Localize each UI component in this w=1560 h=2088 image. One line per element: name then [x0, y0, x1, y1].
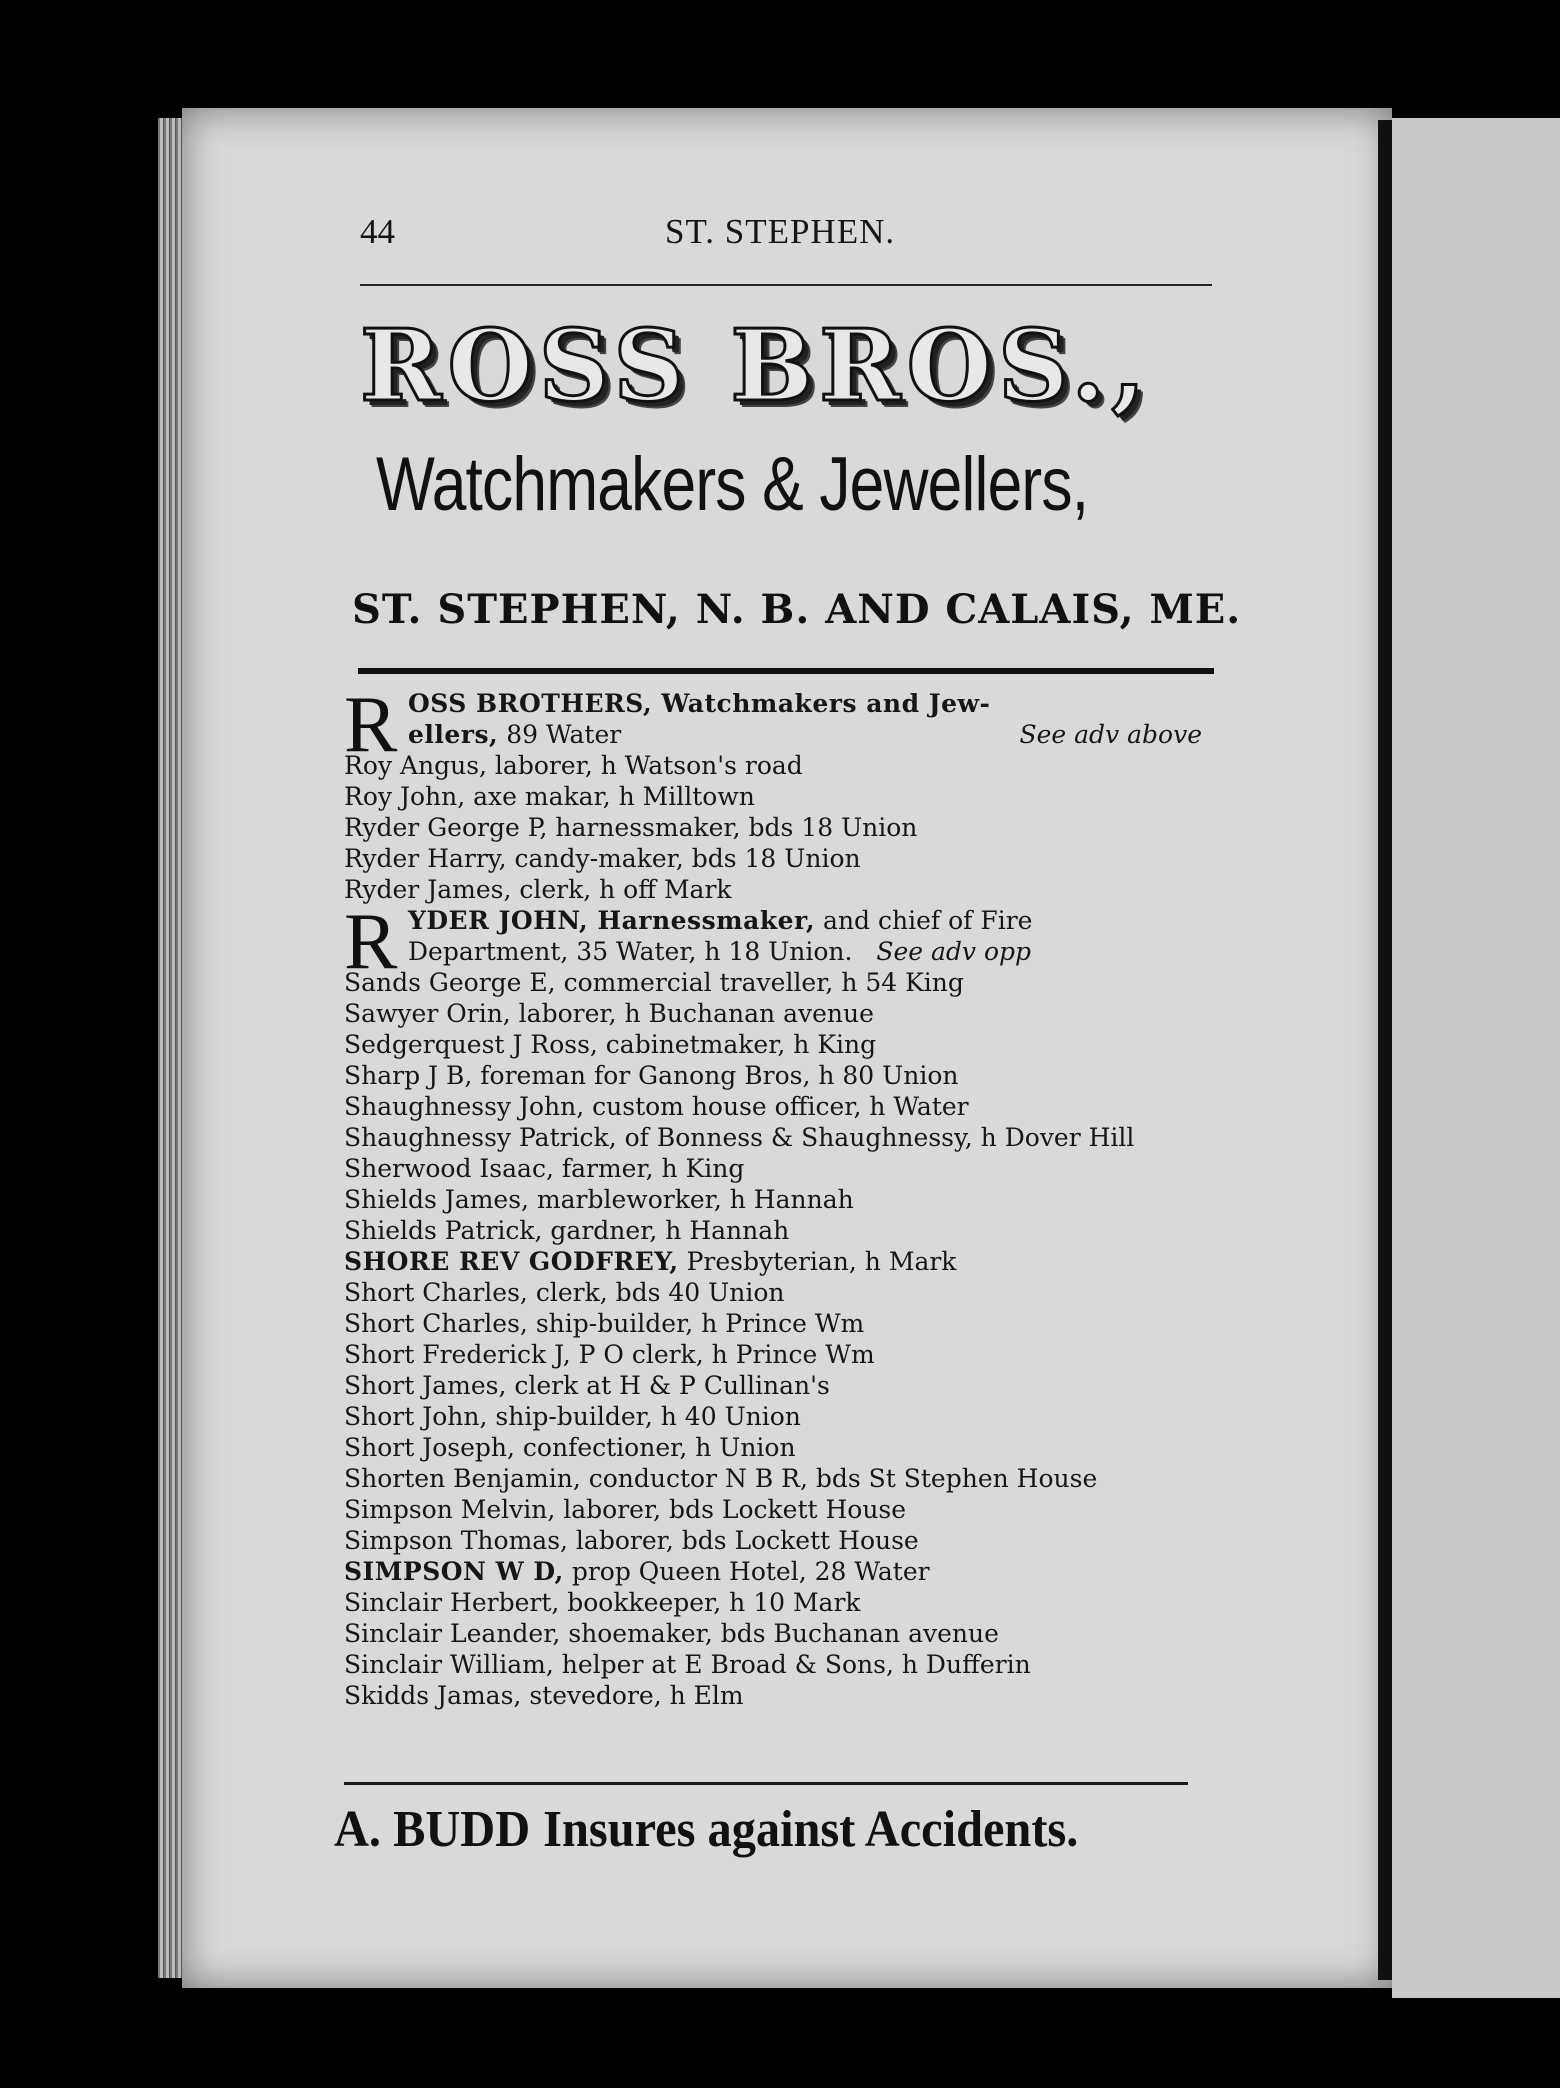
list-item: Sharp J B, foreman for Ganong Bros, h 80 Union: [344, 1061, 959, 1090]
list-item: Ryder Harry, candy-maker, bds 18 Union: [344, 844, 861, 873]
list-item: Sedgerquest J Ross, cabinetmaker, h King: [344, 1030, 877, 1059]
ad-rule: [358, 668, 1214, 674]
featured-line1-rest: and chief of Fire: [815, 906, 1033, 935]
see-adv-note: See adv opp: [876, 937, 1032, 966]
see-adv-note: See adv above: [1019, 720, 1202, 749]
list-item: Sawyer Orin, laborer, h Buchanan avenue: [344, 999, 874, 1028]
list-item: Short John, ship-builder, h 40 Union: [344, 1402, 801, 1431]
list-item: Short Joseph, confectioner, h Union: [344, 1433, 796, 1462]
ad-trade: Watchmakers & Jewellers,: [376, 442, 1089, 527]
list-item: Shaughnessy John, custom house officer, h Water: [344, 1092, 969, 1121]
list-item: Short Charles, clerk, bds 40 Union: [344, 1278, 785, 1307]
running-head: ST. STEPHEN.: [665, 212, 896, 251]
footer-rule: [344, 1782, 1188, 1785]
list-item: Sinclair William, helper at E Broad & Sons, h Dufferin: [344, 1650, 1031, 1679]
header-rule: [360, 284, 1212, 286]
page-header: [360, 212, 1220, 260]
list-item: Sherwood Isaac, farmer, h King: [344, 1154, 745, 1183]
list-item: Shaughnessy Patrick, of Bonness & Shaughnessy, h Dover Hill: [344, 1123, 1135, 1152]
entry-details: Presbyterian, h Mark: [678, 1247, 957, 1276]
list-item: Roy Angus, laborer, h Watson's road: [344, 751, 803, 780]
featured-address: Department, 35 Water, h 18 Union.: [408, 937, 853, 966]
featured-line2-bold: ellers,: [408, 720, 499, 749]
ad-business-name: ROSS BROS.,: [360, 309, 1152, 424]
footer-ad-name: A. BUDD: [334, 1801, 531, 1858]
footer-ad-slogan: Insures against Accidents.: [543, 1801, 1079, 1858]
list-item: Sinclair Leander, shoemaker, bds Buchanan avenue: [344, 1619, 999, 1648]
list-item: Ryder George P, harnessmaker, bds 18 Union: [344, 813, 918, 842]
list-item: Shorten Benjamin, conductor N B R, bds St Stephen House: [344, 1464, 1098, 1493]
right-page-fragment: [1392, 118, 1560, 1998]
list-item: Short Frederick J, P O clerk, h Prince Wm: [344, 1340, 875, 1369]
footer-advertisement: [334, 1800, 1152, 1860]
list-item: Ryder James, clerk, h off Mark: [344, 875, 732, 904]
featured-address: 89 Water: [498, 720, 622, 749]
list-item-bold: [344, 1246, 1244, 1277]
list-item: Sinclair Herbert, bookkeeper, h 10 Mark: [344, 1588, 861, 1617]
entry-bold-name: SHORE REV GODFREY,: [344, 1247, 679, 1276]
list-item: Roy John, axe makar, h Milltown: [344, 782, 755, 811]
list-item: Skidds Jamas, stevedore, h Elm: [344, 1681, 744, 1710]
entry-details: prop Queen Hotel, 28 Water: [563, 1557, 930, 1586]
drop-cap: R: [344, 898, 398, 986]
entry-bold-name: SIMPSON W D,: [344, 1557, 564, 1586]
list-item: Short Charles, ship-builder, h Prince Wm: [344, 1309, 865, 1338]
list-item: Simpson Melvin, laborer, bds Lockett House: [344, 1495, 907, 1524]
list-item: Sands George E, commercial traveller, h 54 King: [344, 968, 964, 997]
ad-location: ST. STEPHEN, N. B. AND CALAIS, ME.: [352, 586, 1242, 633]
featured-name: OSS BROTHERS, Watchmakers and Jew-: [408, 689, 991, 718]
book-gutter: [1378, 120, 1392, 1980]
page-number: 44: [360, 212, 395, 251]
list-item: Shields James, marbleworker, h Hannah: [344, 1185, 854, 1214]
directory-listing: [344, 681, 1244, 1711]
list-item: Short James, clerk at H & P Cullinan's: [344, 1371, 830, 1400]
list-item: Shields Patrick, gardner, h Hannah: [344, 1216, 790, 1245]
list-item: Simpson Thomas, laborer, bds Lockett House: [344, 1526, 919, 1555]
drop-cap: R: [344, 681, 398, 769]
featured-name: YDER JOHN, Harnessmaker,: [408, 906, 816, 935]
list-item-bold: [344, 1556, 1244, 1587]
